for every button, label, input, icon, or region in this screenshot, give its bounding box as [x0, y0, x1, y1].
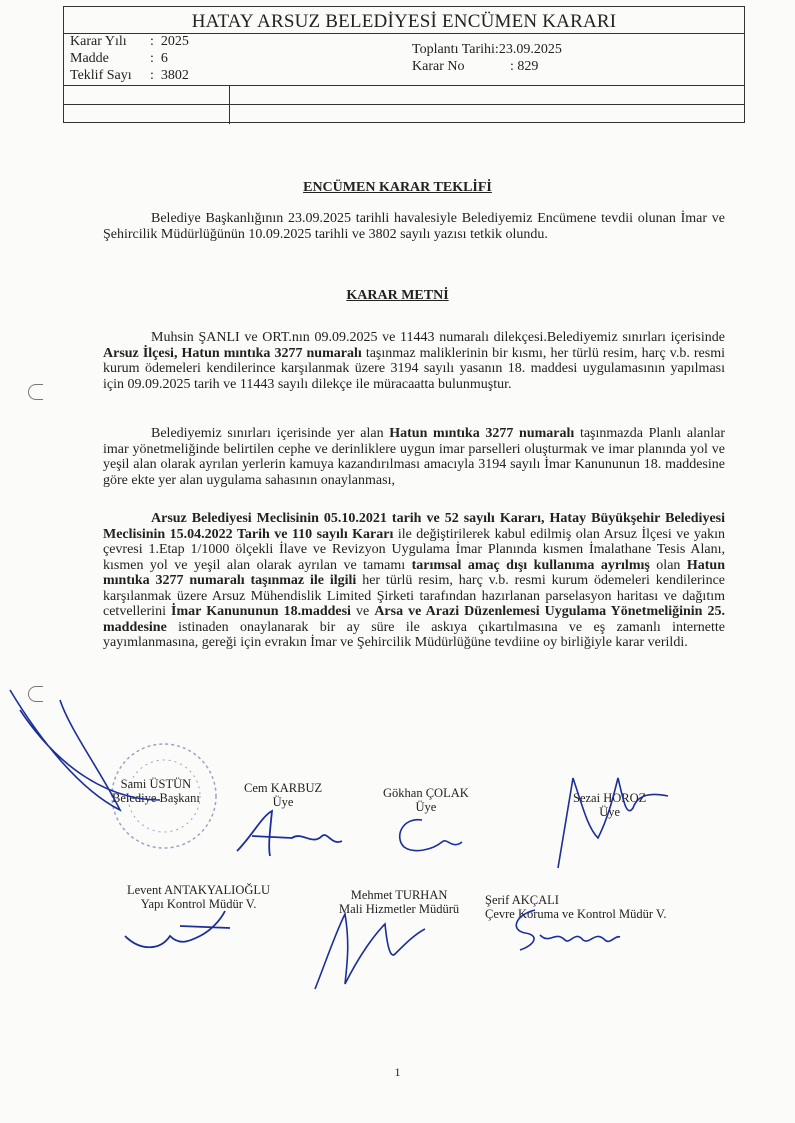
turhan-signature	[305, 904, 435, 999]
page-number: 1	[394, 1065, 401, 1079]
punch-hole-mark	[28, 384, 43, 400]
mayor-signature	[0, 680, 200, 820]
signatory-environment: Şerif AKÇALI Çevre Koruma ve Kontrol Müdür V.	[485, 893, 667, 921]
header-field-item: Madde : 6	[70, 51, 168, 66]
horoz-signature	[538, 768, 678, 878]
header-table	[63, 6, 745, 123]
proposal-heading: ENCÜMEN KARAR TEKLİFİ	[303, 180, 492, 195]
antakyalioglu-signature	[120, 906, 240, 961]
header-field-year: Karar Yılı : 2025	[70, 34, 189, 49]
header-meeting-info	[412, 41, 562, 75]
signatory-mayor: Sami ÜSTÜN Belediye Başkanı	[112, 777, 200, 805]
decision-number: Karar No : 829	[412, 59, 539, 74]
akcali-signature	[495, 905, 625, 955]
signatory-building-control: Levent ANTAKYALIOĞLU Yapı Kontrol Müdür V.	[127, 883, 271, 911]
header-divider	[64, 85, 744, 86]
meeting-date: Toplantı Tarihi:23.09.2025	[412, 42, 562, 57]
proposal-text: Belediye Başkanlığının 23.09.2025 tarihli havalesiyle Belediyemiz Encümene tevdii olunan İmar ve Şehircilik Müdürlüğünün 10.09.2025 tarihli ve 3802 sayılı yazısı tetkik olundu.	[103, 211, 725, 242]
signatory-member-horoz: Sezai HOROZ Üye	[573, 791, 647, 819]
decision-paragraph-3: Arsuz Belediyesi Meclisinin 05.10.2021 tarih ve 52 sayılı Kararı, Hatay Büyükşehir Belediyesi Meclisinin 15.04.2022 Tarih ve 110 sayılı Kararı ile değiştirilerek kabul edilmiş olan Arsuz İlçesi ve yakın çevresi 1.Etap 1/1000 ölçekli İlave ve Revizyon Uygulama İmar Planında kısmen İmalathane Tesis Alanı, kısmen yol ve yeşil alan olarak ayrılan ve tamamı tarımsal amaç dışı kullanıma ayrılmış olan Hatun mıntıka 3277 numaralı taşınmaz ile ilgili her türlü resim, harç v.b. resmi kurum ödemeleri kendilerince karşılanmak üzere Arsuz Mühendislik Limited Şirketi tarafından hazırlanan parselasyon haritası ve dağıtım cetvellerini İmar Kanununun 18.maddesi ve Arsa ve Arazi Düzenlemesi Uygulama Yönetmeliğinin 25. maddesine istinaden onaylanarak bir ay süre ile askıya çıkartılmasına ve eş zamanlı internette yayımlanmasına, gereği için evrakın İmar ve Şehircilik Müdürlüğüne tevdiine oy birliğiyle karar verildi.	[103, 511, 726, 650]
header-divider	[64, 104, 744, 105]
signatory-financial-services: Mehmet TURHAN Mali Hizmetler Müdürü	[339, 888, 460, 916]
colak-signature	[392, 812, 472, 857]
header-field-proposal-no: Teklif Sayı : 3802	[70, 68, 189, 83]
signatory-member-karbuz: Cem KARBUZ Üye	[244, 781, 323, 809]
document-title: HATAY ARSUZ BELEDİYESİ ENCÜMEN KARARI	[191, 11, 617, 32]
decision-paragraph-1: Muhsin ŞANLI ve ORT.nın 09.09.2025 ve 11443 numaralı dilekçesi.Belediyemiz sınırları içerisinde Arsuz İlçesi, Hatun mıntıka 3277 numaralı taşınmaz maliklerinin bir kısmı, her türlü resim, harç v.b. resmi kurum ödemeleri kendilerince karşılanmak üzere 3194 sayılı yasanın 18. maddesi uygulamasının yapılması için 09.09.2025 tarih ve 11443 sayılı dilekçe ile müracaatta bulunmuştur.	[103, 330, 725, 392]
karbuz-signature	[232, 806, 352, 861]
signatory-member-colak: Gökhan ÇOLAK Üye	[383, 786, 469, 814]
decision-paragraph-2: Belediyemiz sınırları içerisinde yer alan Hatun mıntıka 3277 numaralı taşınmazda Planlı alanlar imar yönetmeliğinde belirtilen cephe ve derinliklere uygun imar parselleri oluşturmak ve imar planında yol ve yeşil alan olarak ayrılan yerlerin kamuya kazandırılması amacıyla 3194 sayılı İmar Kanununun 18. maddesine göre ekte yer alan uygulama sahasının onaylanması,	[103, 426, 726, 488]
decision-heading: KARAR METNİ	[346, 288, 449, 303]
